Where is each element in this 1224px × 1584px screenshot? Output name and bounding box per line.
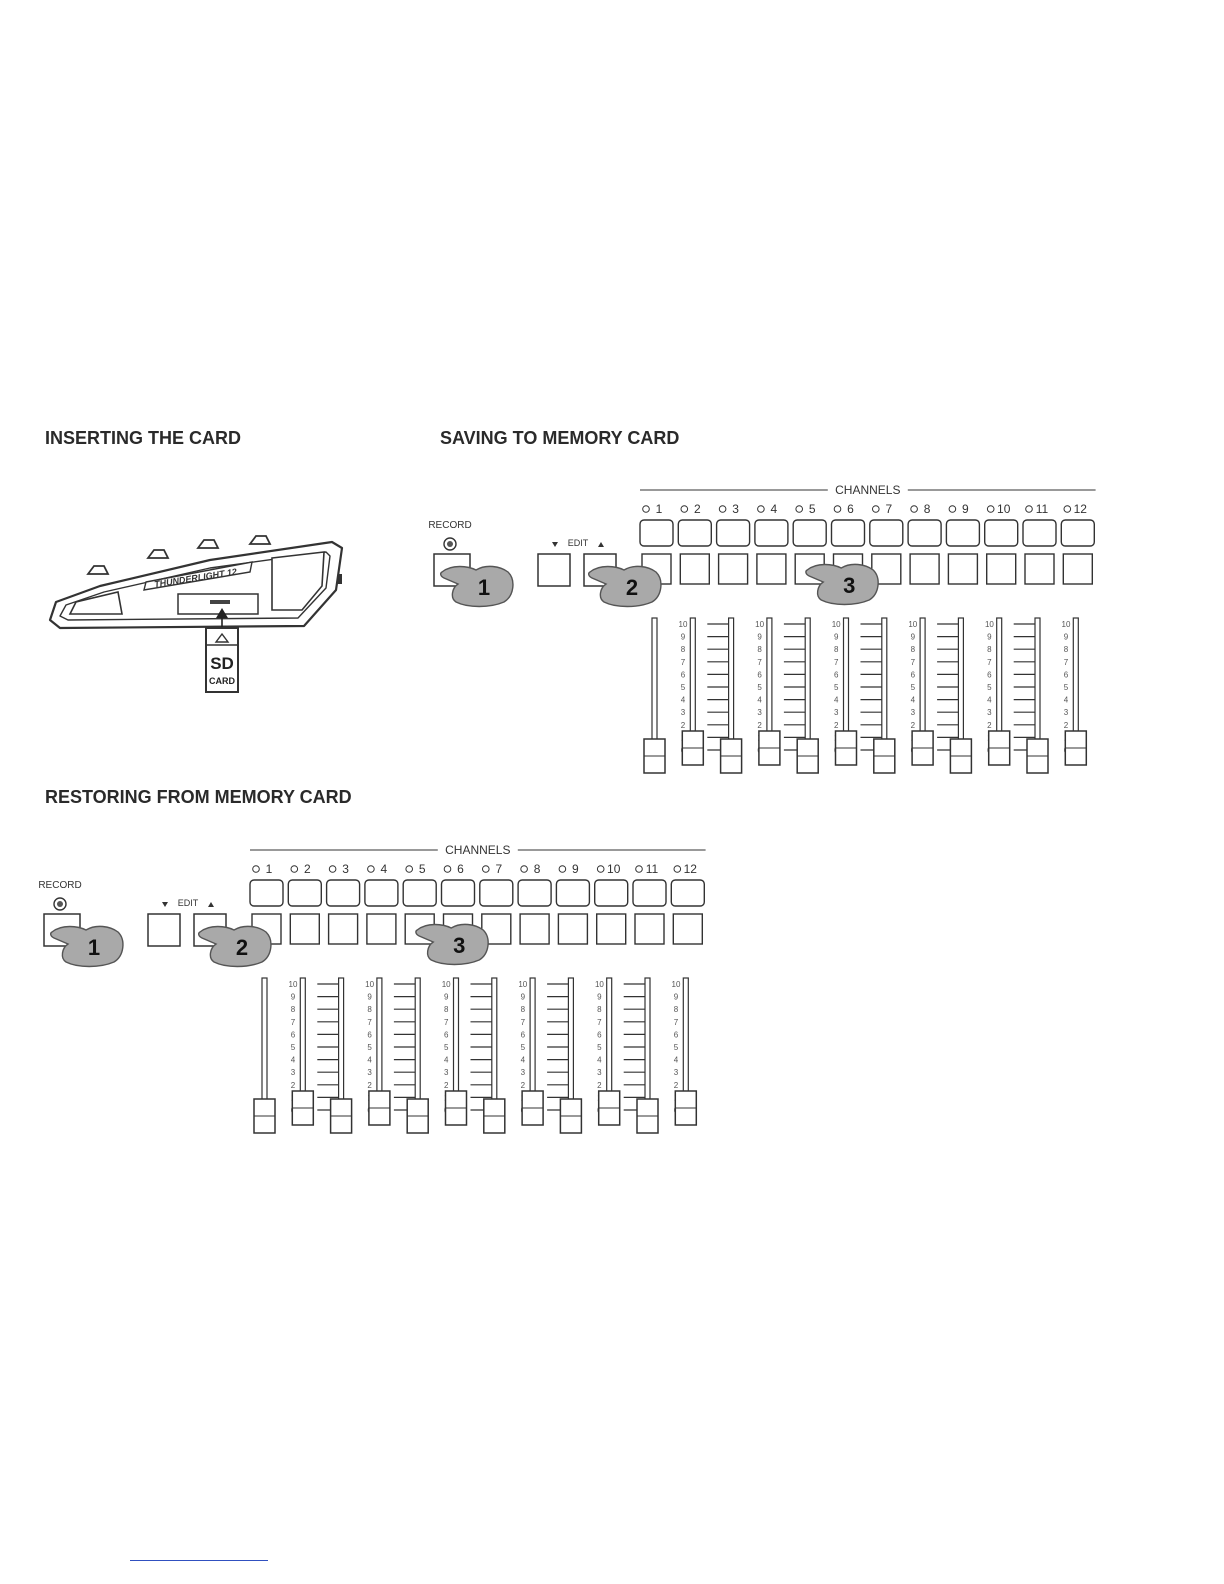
saving-scale-label-9-2: 2: [987, 720, 992, 730]
saving-channel-top-button-12: [1061, 520, 1094, 546]
saving-scale-label-3-3: 3: [757, 708, 762, 718]
restoring-channel-led-4: [368, 866, 375, 873]
saving-channel-bottom-button-2: [680, 554, 709, 584]
restoring-scale-label-3-7: 7: [367, 1017, 372, 1027]
restoring-channel-bottom-button-9: [558, 914, 587, 944]
restoring-scale-label-11-3: 3: [673, 1068, 679, 1078]
restoring-scale-label-7-9: 9: [520, 992, 526, 1002]
restoring-scale-label-1-4: 4: [290, 1055, 296, 1065]
restoring-scale-label-1-10: 10: [288, 980, 298, 989]
restoring-step-2-hand-icon-number: 2: [235, 935, 249, 960]
restoring-channel-number-3: 3: [342, 862, 349, 876]
saving-scale-label-9-9: 9: [987, 632, 992, 642]
restoring-channel-bottom-button-10: [597, 914, 626, 944]
saving-fader-track-10: [997, 618, 1002, 746]
saving-scale-label-5-9: 9: [833, 632, 839, 642]
saving-fader-track-9: [958, 618, 963, 746]
saving-channel-led-2: [681, 506, 688, 513]
saving-channel-led-10: [987, 506, 994, 513]
restoring-scale-label-1-8: 8: [290, 1005, 296, 1015]
restoring-channel-led-1: [253, 866, 260, 873]
restoring-channel-led-8: [521, 866, 528, 873]
restoring-fader-track-8: [530, 978, 535, 1106]
restoring-channel-top-button-6: [442, 880, 475, 906]
saving-channel-bottom-button-12: [1063, 554, 1092, 584]
restoring-channel-top-button-3: [327, 880, 360, 906]
saving-scale-label-3-9: 9: [757, 632, 762, 642]
saving-record-label: RECORD: [428, 520, 472, 531]
saving-edit-label: EDIT: [567, 538, 589, 548]
restoring-scale-label-3-5: 5: [367, 1043, 372, 1052]
restoring-fader-track-11: [645, 978, 650, 1106]
saving-fader-track-7: [882, 618, 887, 746]
restoring-scale-label-5-7: 7: [443, 1017, 449, 1027]
saving-channel-number-1: 1: [655, 502, 663, 516]
saving-step-1-hand-icon-number: 1: [477, 575, 491, 600]
saving-channel-top-button-11: [1023, 520, 1056, 546]
restoring-channel-led-2: [291, 866, 298, 873]
saving-controller-diagram: [420, 478, 1110, 768]
saving-channel-led-9: [949, 506, 956, 513]
saving-scale-label-7-3: 3: [910, 708, 916, 718]
saving-scale-label-1-8: 8: [680, 645, 686, 655]
restoring-scale-label-11-8: 8: [673, 1005, 679, 1015]
restoring-channel-led-6: [444, 866, 451, 873]
restoring-scale-label-1-9: 9: [290, 992, 296, 1002]
restoring-fader-track-1: [262, 978, 267, 1106]
restoring-scale-label-7-7: 7: [520, 1017, 526, 1027]
restoring-channel-top-button-4: [365, 880, 398, 906]
restoring-scale-label-11-5: 5: [673, 1043, 679, 1052]
saving-edit-down-button: [538, 554, 570, 586]
restoring-scale-label-5-9: 9: [443, 992, 449, 1002]
saving-step-2-hand-icon-number: 2: [625, 575, 639, 600]
restoring-fader-track-3: [339, 978, 344, 1106]
restoring-channel-number-11: 11: [645, 862, 659, 876]
saving-channel-top-button-9: [946, 520, 979, 546]
saving-scale-label-1-2: 2: [680, 720, 686, 730]
restoring-scale-label-1-6: 6: [290, 1030, 296, 1040]
sd-card-sublabel: CARD: [209, 676, 235, 686]
saving-channel-led-3: [719, 506, 726, 513]
restoring-scale-label-7-8: 8: [520, 1005, 526, 1015]
saving-scale-label-1-4: 4: [680, 695, 686, 705]
restoring-scale-label-9-10: 10: [594, 980, 604, 989]
section-title-inserting: INSERTING THE CARD: [45, 428, 242, 448]
saving-channel-number-6: 6: [847, 502, 854, 516]
restoring-scale-label-5-2: 2: [443, 1080, 449, 1090]
restoring-scale-label-11-4: 4: [673, 1055, 679, 1065]
restoring-channel-led-12: [674, 866, 681, 873]
restoring-scale-label-7-4: 4: [520, 1055, 526, 1065]
saving-channel-number-4: 4: [770, 502, 778, 516]
sd-card-insert-illustration: [40, 528, 360, 698]
restoring-channel-bottom-button-11: [635, 914, 664, 944]
restoring-scale-label-11-7: 7: [673, 1017, 679, 1027]
restoring-scale-label-7-3: 3: [520, 1068, 526, 1078]
saving-scale-label-5-4: 4: [833, 695, 839, 705]
saving-channel-led-5: [796, 506, 803, 513]
restoring-scale-label-5-10: 10: [441, 980, 451, 989]
restoring-channels-label: CHANNELS: [445, 843, 511, 857]
saving-channel-top-button-3: [717, 520, 750, 546]
saving-fader-track-2: [690, 618, 695, 746]
saving-channel-number-7: 7: [885, 502, 893, 516]
restoring-fader-track-6: [454, 978, 459, 1106]
restoring-channel-number-5: 5: [418, 862, 426, 876]
saving-channel-top-button-4: [755, 520, 788, 546]
saving-scale-label-11-3: 3: [1063, 708, 1069, 718]
restoring-fader-track-4: [377, 978, 382, 1106]
saving-scale-label-11-8: 8: [1063, 645, 1069, 655]
restoring-scale-label-5-5: 5: [443, 1043, 449, 1052]
restoring-scale-label-7-10: 10: [518, 980, 528, 989]
saving-scale-label-9-3: 3: [987, 708, 992, 718]
restoring-channel-bottom-button-8: [520, 914, 549, 944]
saving-fader-track-11: [1035, 618, 1040, 746]
saving-channel-bottom-button-8: [910, 554, 939, 584]
section-title-restoring: RESTORING FROM MEMORY CARD: [45, 787, 352, 807]
saving-scale-label-7-9: 9: [910, 632, 916, 642]
saving-record-led-dot: [447, 541, 453, 547]
saving-channel-number-2: 2: [693, 502, 701, 516]
restoring-channel-number-12: 12: [683, 862, 697, 876]
saving-channel-top-button-6: [832, 520, 865, 546]
restoring-channel-number-1: 1: [265, 862, 273, 876]
saving-fader-track-4: [767, 618, 772, 746]
saving-scale-label-5-8: 8: [833, 645, 839, 655]
saving-scale-label-5-2: 2: [833, 720, 839, 730]
saving-channel-number-9: 9: [962, 502, 969, 516]
saving-scale-label-3-10: 10: [755, 620, 765, 629]
section-title-saving: SAVING TO MEMORY CARD: [440, 428, 680, 448]
restoring-scale-label-1-7: 7: [290, 1017, 296, 1027]
saving-scale-label-1-9: 9: [680, 632, 686, 642]
restoring-channel-top-button-7: [480, 880, 513, 906]
restoring-scale-label-9-5: 5: [597, 1043, 602, 1052]
saving-scale-label-5-7: 7: [833, 657, 839, 667]
restoring-channel-bottom-button-3: [329, 914, 358, 944]
saving-scale-label-11-10: 10: [1061, 620, 1071, 629]
restoring-edit-label: EDIT: [177, 898, 199, 908]
saving-scale-label-7-4: 4: [910, 695, 916, 705]
restoring-channel-number-9: 9: [572, 862, 579, 876]
saving-scale-label-3-7: 7: [757, 657, 762, 667]
restoring-scale-label-7-5: 5: [520, 1043, 526, 1052]
saving-channel-led-1: [643, 506, 650, 513]
restoring-channel-top-button-5: [403, 880, 436, 906]
saving-scale-label-5-5: 5: [833, 683, 839, 692]
saving-channel-led-12: [1064, 506, 1071, 513]
saving-channels-label: CHANNELS: [835, 483, 901, 497]
restoring-step-3-hand-icon-number: 3: [453, 933, 466, 958]
saving-scale-label-1-5: 5: [680, 683, 686, 692]
restoring-channel-top-button-1: [250, 880, 283, 906]
restoring-scale-label-9-6: 6: [597, 1030, 602, 1040]
saving-edit-down-arrow-icon: [552, 542, 558, 547]
restoring-scale-label-11-2: 2: [673, 1080, 679, 1090]
saving-channel-top-button-7: [870, 520, 903, 546]
saving-channel-number-5: 5: [808, 502, 816, 516]
footer-link-underline: [130, 1560, 268, 1561]
saving-scale-label-3-8: 8: [757, 645, 762, 655]
restoring-channel-top-button-10: [595, 880, 628, 906]
saving-scale-label-9-5: 5: [987, 683, 992, 692]
restoring-channel-led-5: [406, 866, 413, 873]
saving-scale-label-11-9: 9: [1063, 632, 1069, 642]
saving-fader-track-3: [729, 618, 734, 746]
restoring-scale-label-9-4: 4: [597, 1055, 602, 1065]
saving-fader-track-1: [652, 618, 657, 746]
saving-scale-label-11-4: 4: [1063, 695, 1069, 705]
sd-card-label: SD: [210, 654, 234, 673]
saving-scale-label-3-2: 2: [757, 720, 762, 730]
saving-channel-top-button-1: [640, 520, 673, 546]
restoring-scale-label-7-6: 6: [520, 1030, 526, 1040]
restoring-edit-up-arrow-icon: [208, 902, 214, 907]
restoring-scale-label-1-5: 5: [290, 1043, 296, 1052]
restoring-channel-top-button-9: [556, 880, 589, 906]
restoring-scale-label-5-4: 4: [443, 1055, 449, 1065]
restoring-scale-label-9-3: 3: [597, 1068, 602, 1078]
restoring-record-label: RECORD: [38, 880, 82, 891]
restoring-channel-led-10: [597, 866, 604, 873]
saving-channel-led-7: [873, 506, 880, 513]
restoring-channel-top-button-8: [518, 880, 551, 906]
restoring-channel-top-button-11: [633, 880, 666, 906]
restoring-fader-track-5: [415, 978, 420, 1106]
restoring-channel-number-7: 7: [495, 862, 503, 876]
saving-scale-label-1-7: 7: [680, 657, 686, 667]
saving-channel-number-12: 12: [1073, 502, 1087, 516]
saving-scale-label-7-2: 2: [910, 720, 916, 730]
saving-channel-top-button-2: [678, 520, 711, 546]
restoring-scale-label-5-3: 3: [443, 1068, 449, 1078]
restoring-scale-label-3-4: 4: [367, 1055, 372, 1065]
saving-fader-track-12: [1073, 618, 1078, 746]
saving-scale-label-9-6: 6: [987, 670, 992, 680]
restoring-scale-label-3-10: 10: [365, 980, 375, 989]
restoring-channel-bottom-button-12: [673, 914, 702, 944]
saving-channel-number-3: 3: [732, 502, 739, 516]
saving-edit-up-arrow-icon: [598, 542, 604, 547]
saving-scale-label-1-3: 3: [680, 708, 686, 718]
restoring-scale-label-9-7: 7: [597, 1017, 602, 1027]
saving-scale-label-3-6: 6: [757, 670, 762, 680]
restoring-channel-bottom-button-4: [367, 914, 396, 944]
saving-step-3-hand-icon-number: 3: [843, 573, 856, 598]
restoring-fader-track-7: [492, 978, 497, 1106]
restoring-scale-label-5-8: 8: [443, 1005, 449, 1015]
restoring-fader-track-10: [607, 978, 612, 1106]
saving-scale-label-7-5: 5: [910, 683, 916, 692]
saving-channel-led-8: [911, 506, 918, 513]
saving-channel-top-button-5: [793, 520, 826, 546]
saving-channel-bottom-button-10: [987, 554, 1016, 584]
restoring-channel-number-10: 10: [607, 862, 621, 876]
restoring-edit-down-arrow-icon: [162, 902, 168, 907]
restoring-channel-number-2: 2: [303, 862, 311, 876]
saving-scale-label-3-4: 4: [757, 695, 762, 705]
restoring-fader-track-9: [568, 978, 573, 1106]
restoring-channel-led-11: [636, 866, 643, 873]
saving-scale-label-11-2: 2: [1063, 720, 1069, 730]
restoring-channel-number-4: 4: [380, 862, 388, 876]
saving-channel-bottom-button-9: [948, 554, 977, 584]
saving-scale-label-11-7: 7: [1063, 657, 1069, 667]
saving-scale-label-9-10: 10: [984, 620, 994, 629]
saving-channel-bottom-button-3: [719, 554, 748, 584]
saving-scale-label-7-8: 8: [910, 645, 916, 655]
saving-scale-label-11-6: 6: [1063, 670, 1069, 680]
restoring-scale-label-3-3: 3: [367, 1068, 372, 1078]
restoring-scale-label-11-10: 10: [671, 980, 681, 989]
saving-scale-label-5-6: 6: [833, 670, 839, 680]
restoring-fader-track-2: [300, 978, 305, 1106]
saving-fader-track-8: [920, 618, 925, 746]
restoring-channel-top-button-12: [671, 880, 704, 906]
restoring-channel-led-7: [483, 866, 490, 873]
saving-channel-top-button-10: [985, 520, 1018, 546]
saving-channel-led-4: [758, 506, 765, 513]
restoring-channel-led-3: [329, 866, 336, 873]
saving-scale-label-5-10: 10: [831, 620, 841, 629]
restoring-scale-label-11-6: 6: [673, 1030, 679, 1040]
saving-channel-top-button-8: [908, 520, 941, 546]
restoring-scale-label-3-6: 6: [367, 1030, 372, 1040]
saving-scale-label-5-3: 3: [833, 708, 839, 718]
restoring-controller-diagram: [30, 838, 720, 1128]
saving-fader-track-5: [805, 618, 810, 746]
restoring-record-led-dot: [57, 901, 63, 907]
saving-scale-label-7-6: 6: [910, 670, 916, 680]
restoring-scale-label-9-8: 8: [597, 1005, 602, 1015]
saving-scale-label-11-5: 5: [1063, 683, 1069, 692]
saving-scale-label-7-7: 7: [910, 657, 916, 667]
saving-scale-label-9-8: 8: [987, 645, 992, 655]
saving-scale-label-7-10: 10: [908, 620, 918, 629]
restoring-scale-label-9-2: 2: [597, 1080, 602, 1090]
brand-text: THUNDERLIGHT 12: [153, 566, 238, 590]
restoring-channel-led-9: [559, 866, 566, 873]
saving-channel-led-6: [834, 506, 841, 513]
restoring-scale-label-7-2: 2: [520, 1080, 526, 1090]
saving-scale-label-1-6: 6: [680, 670, 686, 680]
saving-channel-led-11: [1026, 506, 1033, 513]
saving-channel-number-10: 10: [997, 502, 1011, 516]
restoring-channel-number-6: 6: [457, 862, 464, 876]
restoring-scale-label-1-3: 3: [290, 1068, 296, 1078]
restoring-channel-number-8: 8: [533, 862, 541, 876]
saving-scale-label-1-10: 10: [678, 620, 688, 629]
saving-channel-bottom-button-4: [757, 554, 786, 584]
restoring-scale-label-3-9: 9: [367, 992, 372, 1002]
restoring-scale-label-3-2: 2: [367, 1080, 372, 1090]
saving-channel-number-8: 8: [923, 502, 931, 516]
restoring-scale-label-11-9: 9: [673, 992, 679, 1002]
saving-scale-label-3-5: 5: [757, 683, 762, 692]
restoring-scale-label-3-8: 8: [367, 1005, 372, 1015]
saving-scale-label-9-4: 4: [987, 695, 992, 705]
saving-scale-label-9-7: 7: [987, 657, 992, 667]
restoring-step-1-hand-icon-number: 1: [87, 935, 101, 960]
restoring-channel-bottom-button-2: [290, 914, 319, 944]
saving-fader-track-6: [844, 618, 849, 746]
restoring-fader-track-12: [683, 978, 688, 1106]
restoring-scale-label-1-2: 2: [290, 1080, 296, 1090]
restoring-scale-label-5-6: 6: [443, 1030, 449, 1040]
saving-channel-bottom-button-11: [1025, 554, 1054, 584]
restoring-scale-label-9-9: 9: [597, 992, 602, 1002]
saving-channel-number-11: 11: [1035, 502, 1049, 516]
restoring-channel-top-button-2: [288, 880, 321, 906]
restoring-edit-down-button: [148, 914, 180, 946]
